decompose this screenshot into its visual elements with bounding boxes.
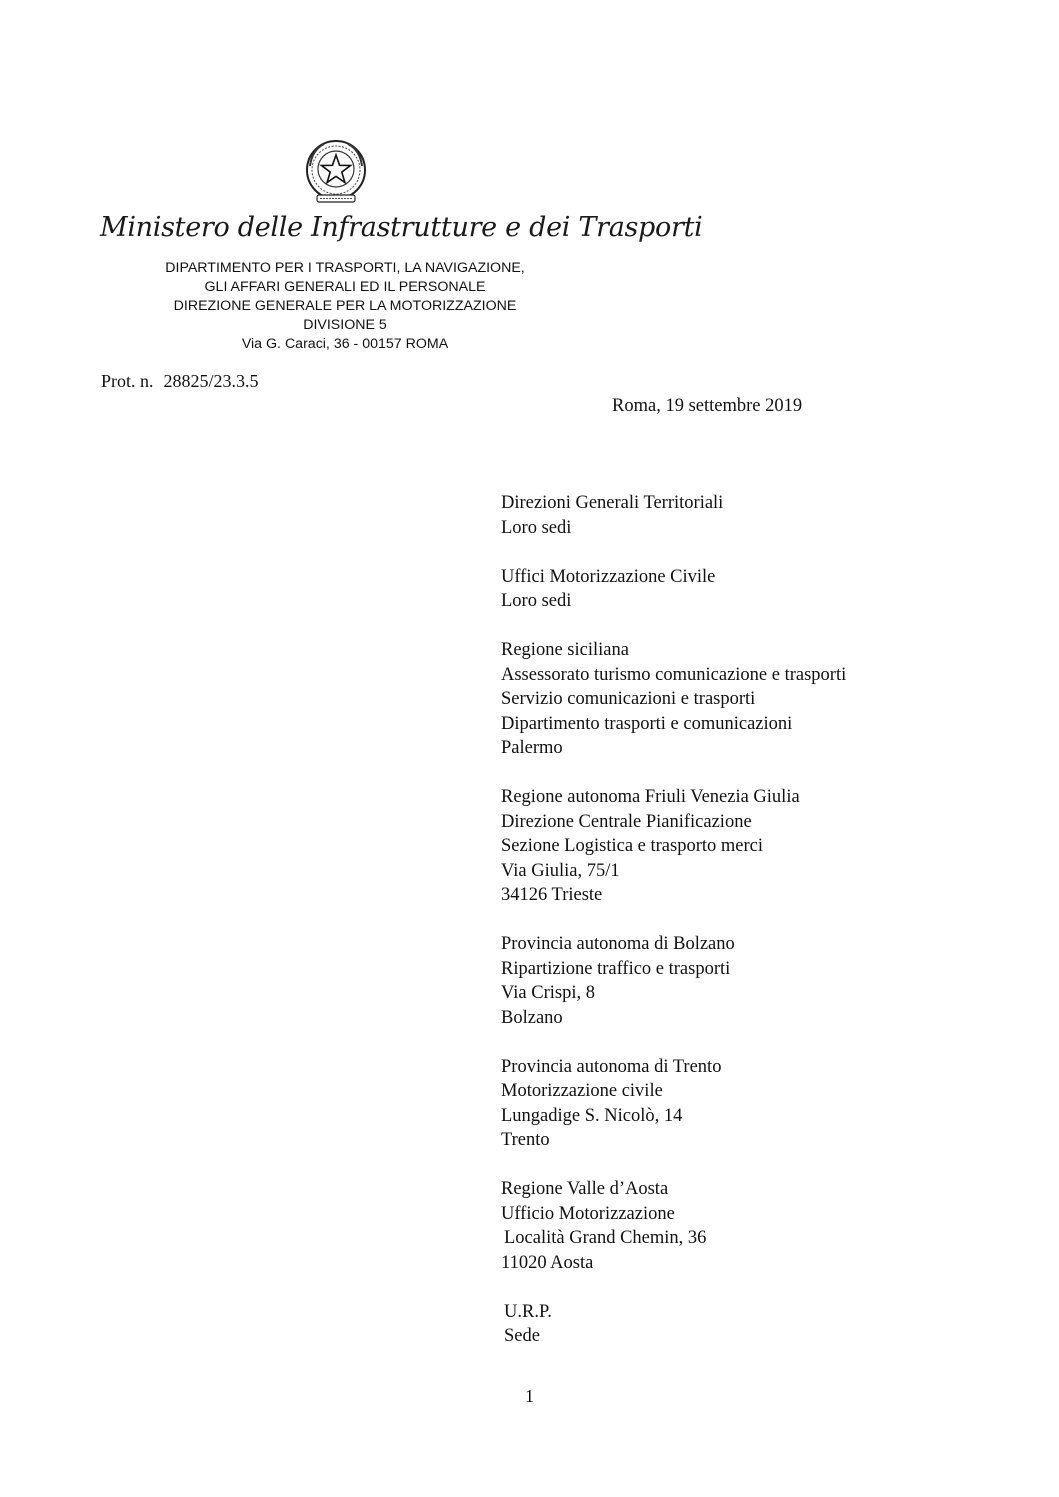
recipient-block — [501, 638, 846, 761]
recipient-line: Bolzano — [501, 1007, 563, 1028]
recipient-line: Sezione Logistica e trasporto merci — [501, 836, 763, 856]
protocol-value: 28825/23.3.5 — [163, 371, 259, 391]
department-line: GLI AFFARI GENERALI ED IL PERSONALE — [204, 279, 486, 295]
recipient-line: Ripartizione traffico e trasporti — [501, 958, 731, 979]
recipient-block — [501, 1055, 846, 1153]
department-line: DIVISIONE 5 — [303, 317, 387, 333]
recipient-line: 11020 Aosta — [501, 1252, 594, 1273]
recipient-line: Loro sedi — [501, 517, 572, 538]
recipient-line: Palermo — [501, 738, 563, 758]
protocol-number — [101, 371, 259, 392]
recipient-line: Direzioni Generali Territoriali — [501, 493, 724, 513]
recipient-line: Motorizzazione civile — [501, 1081, 663, 1101]
recipient-line: Dipartimento trasporti e comunicazioni — [501, 713, 793, 734]
department-address: Via G. Caraci, 36 - 00157 ROMA — [241, 336, 449, 352]
recipient-line: Località Grand Chemin, 36 — [504, 1228, 707, 1248]
page-number: 1 — [525, 1386, 534, 1406]
recipient-block — [501, 1177, 846, 1275]
recipient-line: U.R.P. — [504, 1301, 552, 1322]
recipient-line: Lungadige S. Nicolò, 14 — [501, 1105, 683, 1126]
letter-date: Roma, 19 settembre 2019 — [612, 396, 803, 416]
recipient-line: Regione Valle d’Aosta — [501, 1179, 669, 1199]
recipient-line: Sede — [504, 1326, 540, 1346]
recipient-line: Via Crispi, 8 — [501, 983, 595, 1003]
protocol-label: Prot. n. — [101, 371, 154, 391]
department-line: DIREZIONE GENERALE PER LA MOTORIZZAZIONE — [173, 298, 517, 314]
recipient-block — [501, 565, 846, 614]
recipient-block — [501, 785, 846, 908]
recipient-line: Regione autonoma Friuli Venezia Giulia — [501, 787, 800, 807]
recipient-line: 34126 Trieste — [501, 885, 603, 905]
republic-emblem-icon — [302, 138, 370, 206]
recipient-line: Trento — [501, 1130, 550, 1150]
recipient-block — [501, 932, 846, 1030]
recipient-line: Servizio comunicazioni e trasporti — [501, 689, 756, 709]
recipient-line: Uffici Motorizzazione Civile — [501, 566, 716, 587]
recipient-line: Via Giulia, 75/1 — [501, 860, 620, 881]
recipient-block — [501, 1300, 846, 1349]
ministry-name: Ministero delle Infrastrutture e dei Trasporti — [100, 212, 703, 243]
department-line: DIPARTIMENTO PER I TRASPORTI, LA NAVIGAZIONE, — [165, 260, 525, 276]
recipient-block — [501, 491, 846, 540]
recipient-line: Regione siciliana — [501, 640, 629, 660]
recipient-line: Ufficio Motorizzazione — [501, 1203, 675, 1224]
recipient-line: Provincia autonoma di Bolzano — [501, 934, 735, 954]
department-block — [100, 259, 590, 354]
recipients-list — [501, 491, 846, 1373]
recipient-line: Direzione Centrale Pianificazione — [501, 811, 752, 832]
recipient-line: Loro sedi — [501, 591, 572, 611]
recipient-line: Assessorato turismo comunicazione e trasporti — [501, 664, 847, 685]
recipient-line: Provincia autonoma di Trento — [501, 1056, 722, 1077]
